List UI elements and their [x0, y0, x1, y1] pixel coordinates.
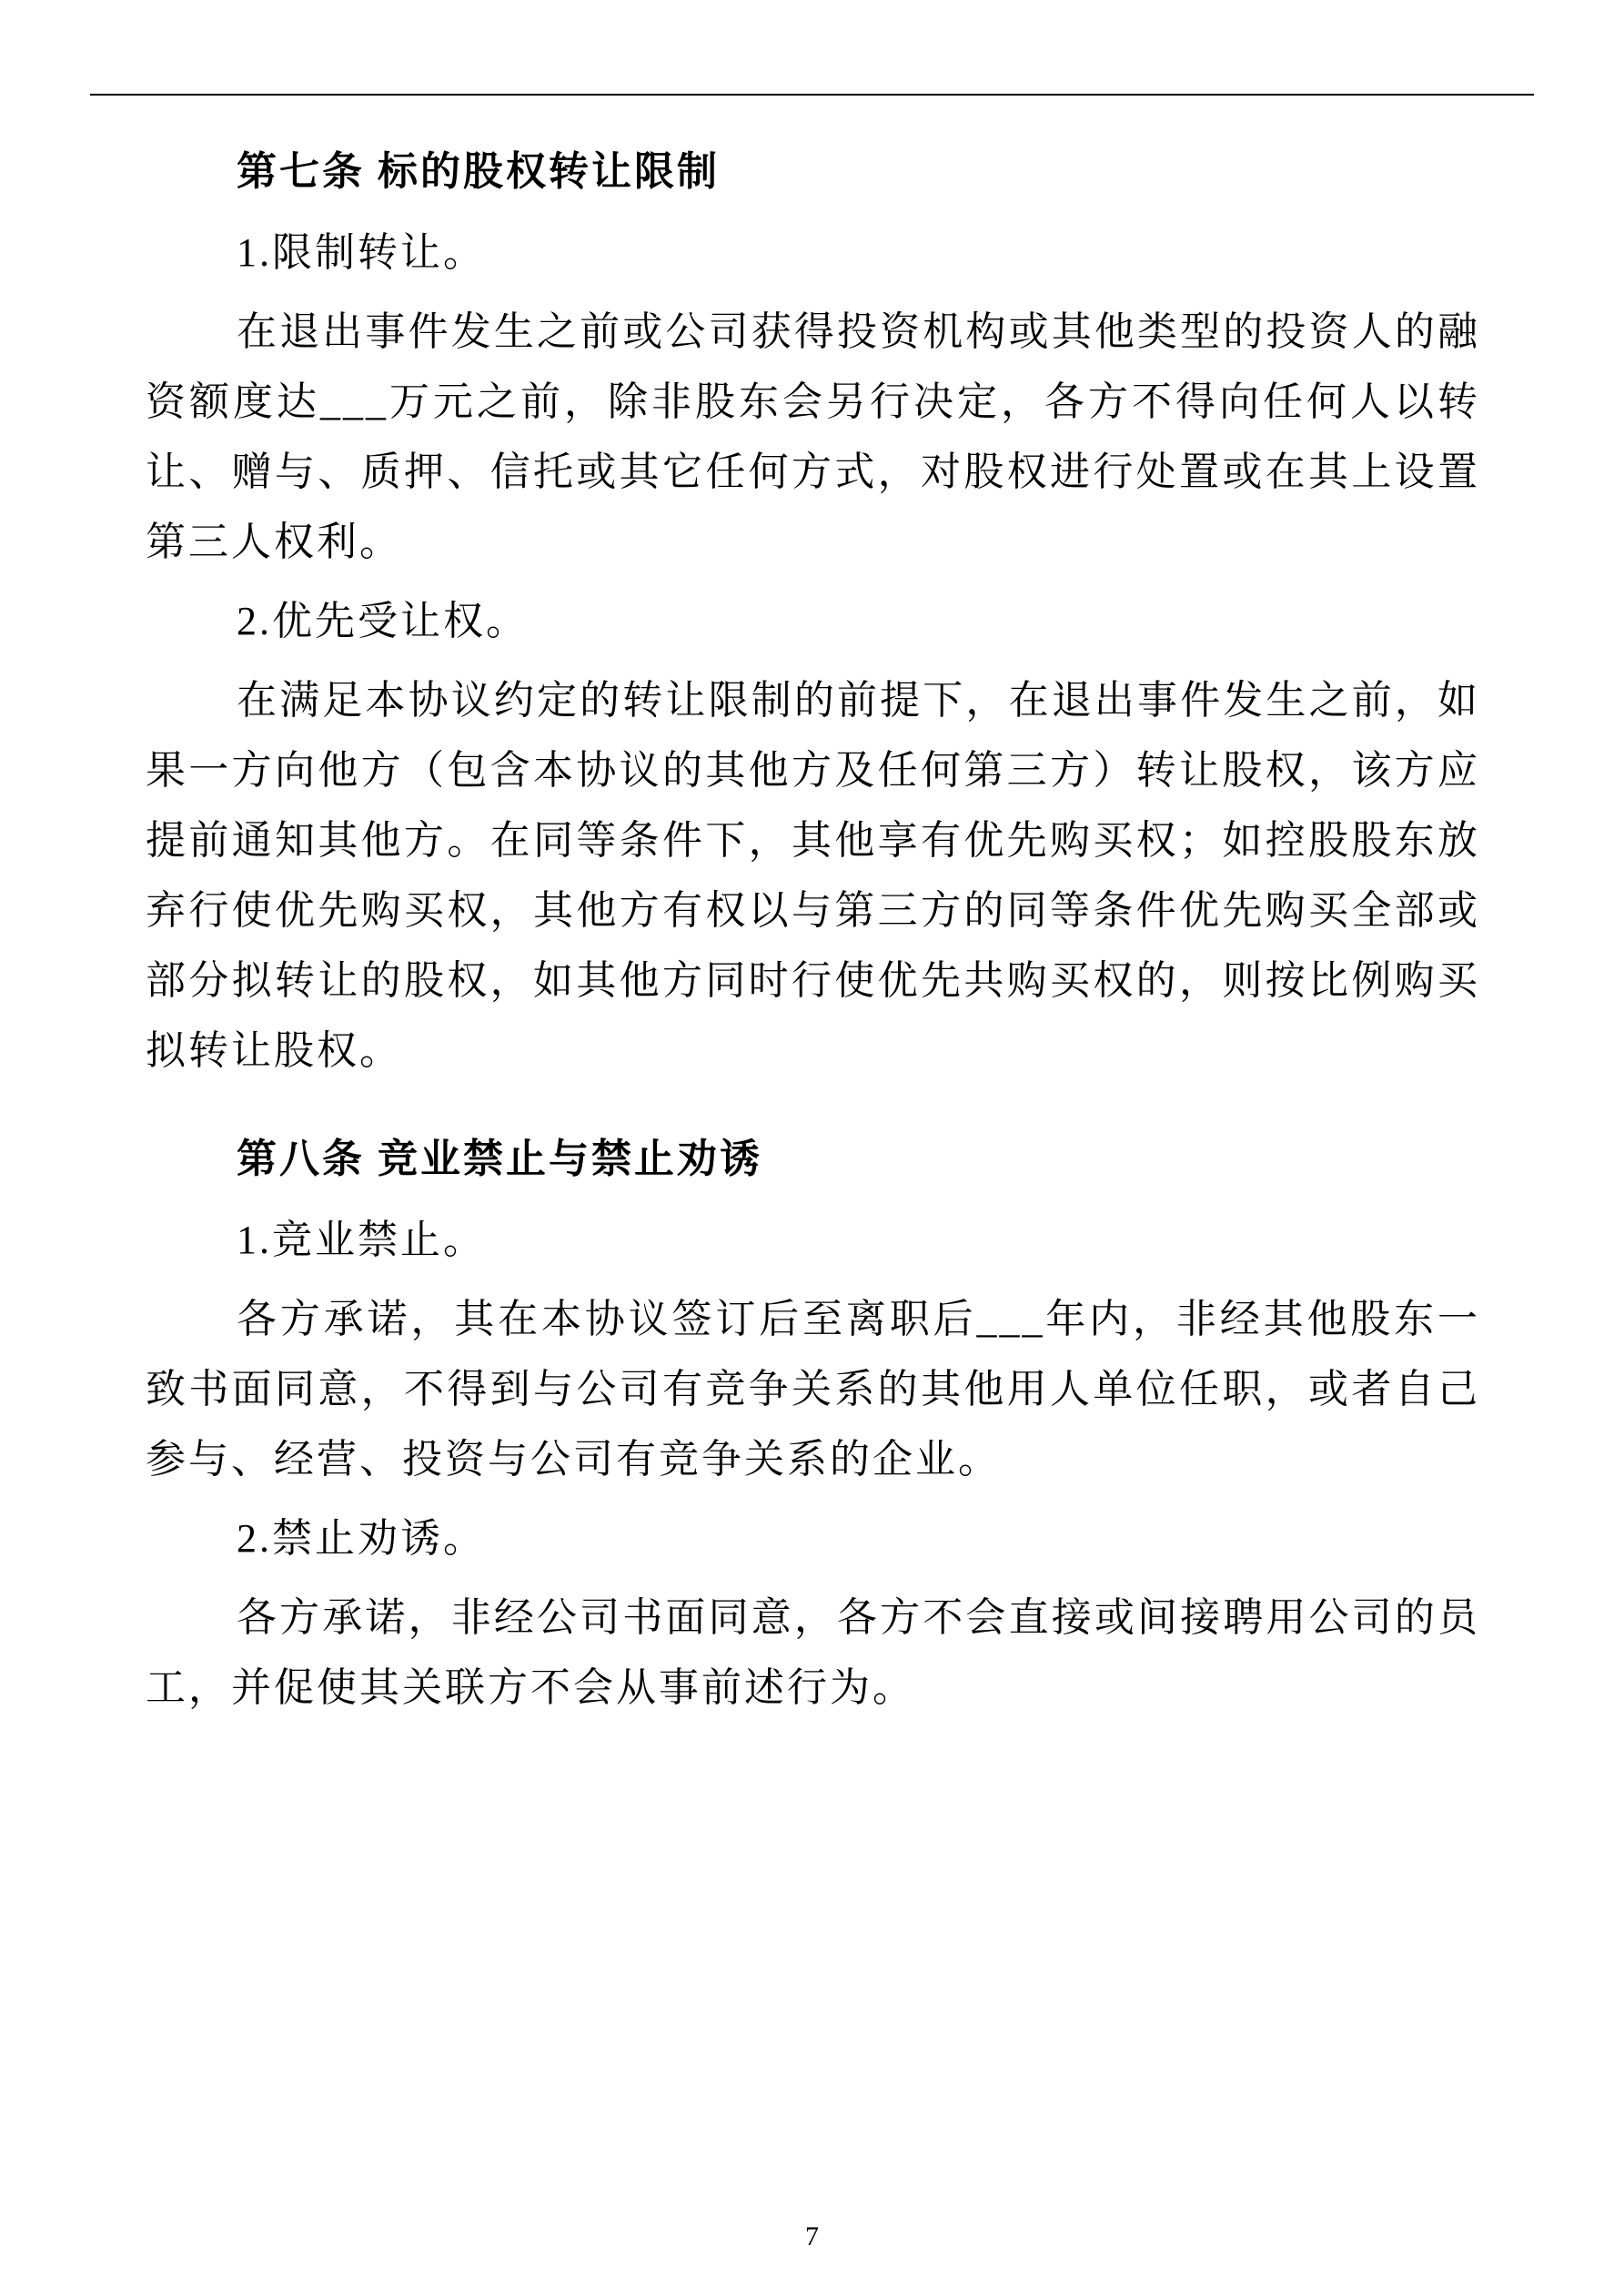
- clause-paragraph: 各方承诺，其在本协议签订后至离职后___年内，非经其他股东一致书面同意，不得到与公司有竞争关系的其他用人单位任职，或者自己参与、经营、投资与公司有竞争关系的企业。: [146, 1297, 1480, 1482]
- page-number: 7: [805, 2221, 819, 2251]
- clause-paragraph: 在满足本协议约定的转让限制的前提下，在退出事件发生之前，如果一方向他方（包含本协议的其他方及任何第三方）转让股权，该方应提前通知其他方。在同等条件下，其他享有优先购买权；如控股股东放弃行使优先购买权，其他方有权以与第三方的同等条件优先购买全部或部分拟转让的股权，如其他方同时行使优先共购买权的，则按比例购买拟转让股权。: [146, 678, 1480, 1073]
- section-heading-article-8: 第八条 竞业禁止与禁止劝诱: [237, 1137, 762, 1181]
- clause-paragraph: 各方承诺，非经公司书面同意，各方不会直接或间接聘用公司的员工，并促使其关联方不会从事前述行为。: [146, 1595, 1480, 1710]
- clause-item-1: 1.限制转让。: [237, 230, 486, 275]
- header-divider: [90, 94, 1534, 96]
- clause-item-2: 2.优先受让权。: [237, 599, 529, 643]
- section-heading-article-7: 第七条 标的股权转让限制: [237, 149, 720, 194]
- clause-item-2: 2.禁止劝诱。: [237, 1516, 486, 1561]
- clause-paragraph: 在退出事件发生之前或公司获得投资机构或其他类型的投资人的融资额度达___万元之前，除非股东会另行决定，各方不得向任何人以转让、赠与、质押、信托或其它任何方式，对股权进行处置或在其上设置第三人权利。: [146, 309, 1480, 564]
- document-body: [146, 98, 1480, 1732]
- clause-item-1: 1.竞业禁止。: [237, 1218, 486, 1262]
